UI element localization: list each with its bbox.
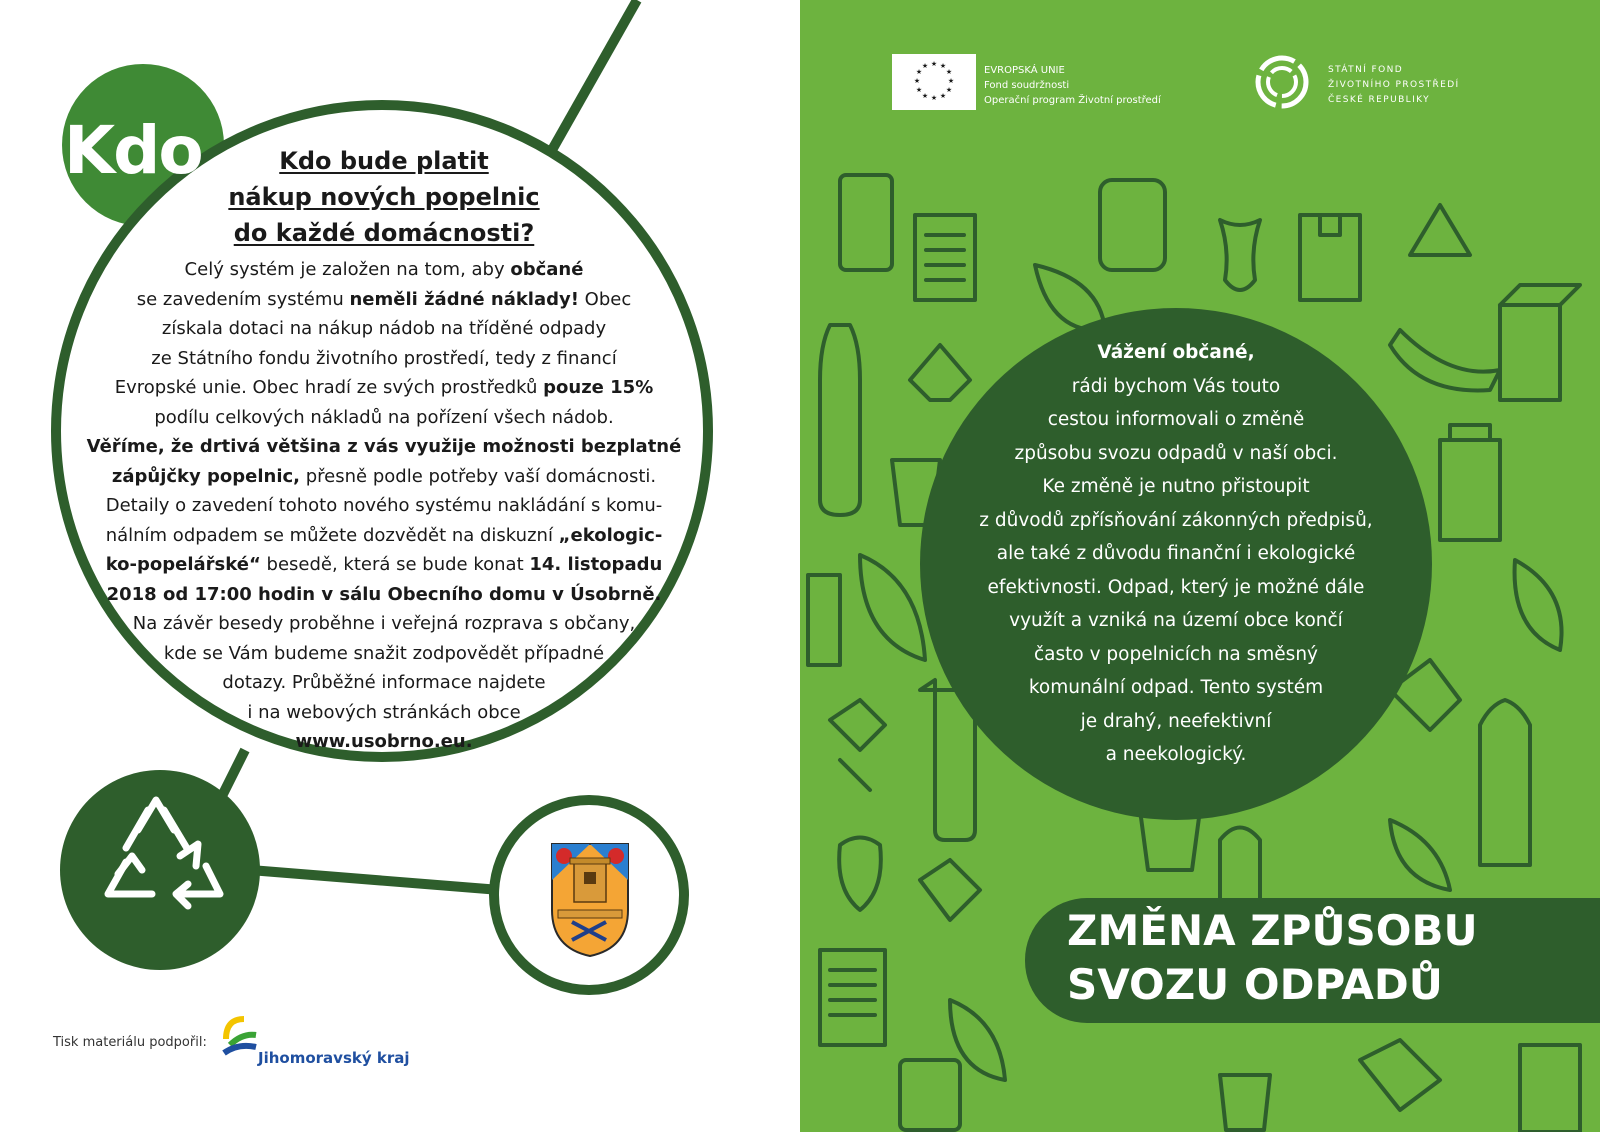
title-line: do každé domácnosti? bbox=[233, 219, 535, 247]
body-line: ze Státního fondu životního prostředí, tedy z financí bbox=[151, 347, 617, 369]
headline-line: SVOZU ODPADŮ bbox=[1067, 960, 1443, 1009]
sfzp-label: STÁTNÍ FOND ŽIVOTNÍHO PROSTŘEDÍ ČESKÉ REPUBLIKY bbox=[1328, 65, 1460, 105]
can-icon bbox=[900, 1060, 960, 1130]
svg-text:★: ★ bbox=[945, 68, 953, 76]
info-line: je drahý, neefektivní bbox=[1080, 710, 1272, 732]
body-line: 2018 od 17:00 hodin v sálu Obecního domu v Úsobrně. bbox=[106, 583, 662, 605]
right-panel bbox=[800, 0, 1600, 1132]
svg-text:★: ★ bbox=[930, 94, 938, 102]
jar-icon bbox=[1100, 180, 1165, 270]
region-logo-icon bbox=[222, 1015, 258, 1057]
region-name: Jihomoravský kraj bbox=[258, 1049, 410, 1067]
print-support-note: Tisk materiálu podpořil: bbox=[53, 1035, 207, 1050]
leaf-icon bbox=[1515, 560, 1562, 650]
paper-icon bbox=[915, 215, 975, 300]
bag-icon bbox=[1300, 215, 1360, 300]
recycle-icon bbox=[830, 700, 885, 790]
info-line: z důvodů zpřísňování zákonných předpisů, bbox=[979, 509, 1373, 531]
body-line: Věříme, že drtivá většina z vás využije možnosti bezplatné bbox=[86, 436, 682, 457]
eu-funding-label: EVROPSKÁ UNIE Fond soudržnosti Operační program Životní prostředí bbox=[984, 65, 1161, 106]
body-line: ko-popelářské“ besedě, která se bude konat 14. listopadu bbox=[105, 554, 663, 575]
info-line: způsobu svozu odpadů v naší obci. bbox=[1014, 442, 1338, 464]
kdo-badge-word: Kdo bbox=[64, 112, 202, 189]
info-line: Ke změně je nutno přistoupit bbox=[1042, 476, 1310, 497]
info-line: cestou informovali o změně bbox=[1047, 409, 1305, 430]
svg-text:★: ★ bbox=[939, 62, 947, 70]
apple-core-icon bbox=[1220, 220, 1260, 290]
body-line: se zavedením systému neměli žádné náklady! Obec bbox=[136, 288, 632, 310]
body-line: zápůjčky popelnic, přesně podle potřeby vaší domácnosti. bbox=[111, 465, 657, 487]
crest-icon bbox=[548, 840, 632, 960]
body-line: podílu celkových nákladů na pořízení všech nádob. bbox=[154, 406, 614, 428]
info-line: efektivnosti. Odpad, který je možné dále bbox=[987, 576, 1365, 598]
leaf-icon bbox=[860, 555, 925, 660]
body-line: nálním odpadem se můžete dozvědět na diskuzní „ekologic- bbox=[105, 524, 663, 546]
svg-text:★: ★ bbox=[947, 77, 955, 85]
info-line: ale také z důvodu finanční i ekologické bbox=[996, 543, 1356, 564]
bottle-icon bbox=[820, 325, 860, 515]
svg-text:★: ★ bbox=[945, 86, 953, 94]
svg-text:★: ★ bbox=[913, 77, 921, 85]
canister-icon bbox=[1440, 425, 1500, 540]
greeting: Vážení občané, bbox=[1097, 342, 1255, 363]
carton-icon bbox=[1500, 285, 1580, 400]
svg-text:★: ★ bbox=[939, 92, 947, 100]
recycle-icon bbox=[60, 770, 260, 970]
paper-icon bbox=[820, 950, 885, 1045]
info-line: často v popelnicích na směsný bbox=[1033, 643, 1318, 665]
svg-text:★: ★ bbox=[921, 62, 929, 70]
svg-text:★: ★ bbox=[915, 68, 923, 76]
info-line: rádi bychom Vás touto bbox=[1071, 375, 1281, 397]
cup-icon bbox=[1220, 1075, 1270, 1130]
eu-flag-icon bbox=[892, 54, 976, 110]
info-line: komunální odpad. Tento systém bbox=[1028, 677, 1324, 698]
recycle-icon bbox=[920, 860, 980, 920]
main-question-title bbox=[84, 143, 684, 251]
tube-icon bbox=[808, 575, 840, 665]
title-line: Kdo bude platit bbox=[279, 147, 489, 175]
recycle-circle bbox=[60, 770, 260, 970]
svg-text:★: ★ bbox=[930, 60, 938, 68]
leaf-icon bbox=[1390, 820, 1450, 890]
body-line: Celý systém je založen na tom, aby občané bbox=[184, 259, 584, 280]
body-line: Na závěr besedy proběhne i veřejná rozprava s občany, bbox=[132, 613, 636, 634]
recycle-icon bbox=[1410, 205, 1470, 255]
body-line: i na webových stránkách obce bbox=[247, 701, 521, 723]
sfzp-logo-icon bbox=[1252, 52, 1312, 112]
apple-icon bbox=[839, 838, 881, 911]
body-line: dotazy. Průběžné informace najdete bbox=[222, 672, 546, 693]
svg-text:★: ★ bbox=[921, 92, 929, 100]
bottle-icon bbox=[1220, 828, 1260, 901]
info-line: využít a vzniká na území obce končí bbox=[1009, 610, 1343, 631]
website-link[interactable]: www.usobrno.eu. bbox=[295, 731, 473, 752]
can-icon bbox=[840, 175, 892, 270]
body-line: Evropské unie. Obec hradí ze svých prostředků pouze 15% bbox=[114, 377, 654, 398]
title-line: nákup nových popelnic bbox=[228, 183, 540, 211]
info-text bbox=[926, 336, 1426, 772]
body-line: Detaily o zavedení tohoto nového systému nakládání s komu- bbox=[105, 495, 663, 516]
headline-line: ZMĚNA ZPŮSOBU bbox=[1067, 906, 1478, 955]
main-question-text bbox=[84, 143, 684, 757]
info-line: a neekologický. bbox=[1105, 744, 1247, 765]
body-line: kde se Vám budeme snažit zodpovědět případné bbox=[163, 642, 605, 664]
recycle-icon bbox=[1360, 1040, 1440, 1110]
body-line: získala dotaci na nákup nádob na tříděné odpady bbox=[161, 318, 607, 339]
bottle-icon bbox=[1480, 700, 1530, 865]
carton-icon bbox=[1520, 1045, 1580, 1132]
svg-text:★: ★ bbox=[915, 86, 923, 94]
